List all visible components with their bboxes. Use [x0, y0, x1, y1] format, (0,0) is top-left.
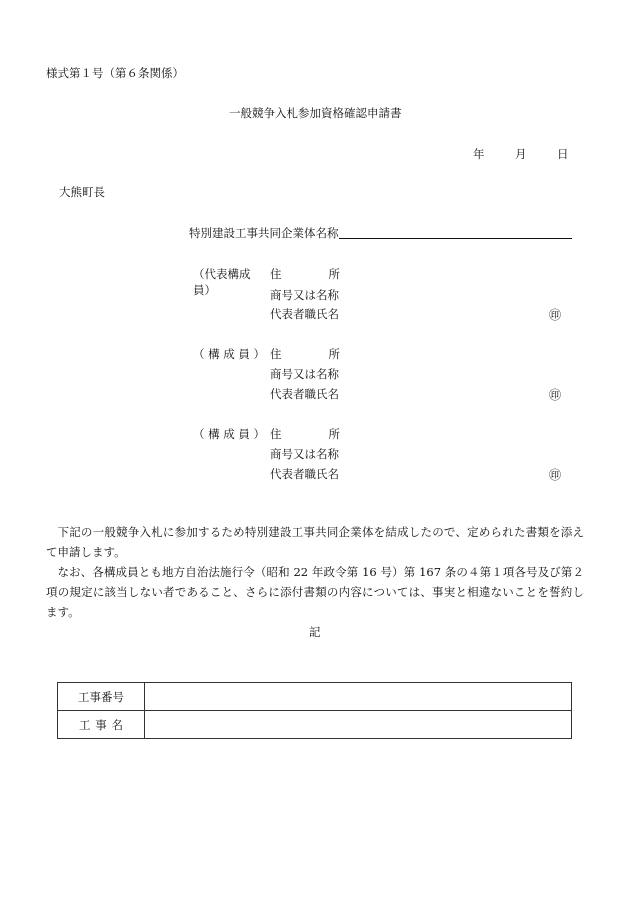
- ki-heading: 記: [309, 625, 321, 639]
- member-role: （ 構 成 員 ）: [193, 427, 265, 441]
- declaration-text: [46, 522, 584, 622]
- representative-label: 代表者職氏名: [270, 307, 339, 321]
- address-label: 住 所: [270, 427, 340, 441]
- company-name-label: 商号又は名称: [270, 447, 339, 461]
- date-month: 月: [515, 147, 527, 161]
- seal-mark: ㊞: [549, 468, 562, 482]
- project-number-field[interactable]: [145, 683, 572, 711]
- company-name-label: 商号又は名称: [270, 367, 339, 381]
- project-name-label: 工 事 名: [58, 711, 145, 739]
- address-label: 住 所: [270, 267, 340, 281]
- document-title: 一般競争入札参加資格確認申請書: [229, 106, 402, 120]
- table-row: [58, 711, 572, 739]
- table-row: [58, 683, 572, 711]
- representative-label: 代表者職氏名: [270, 467, 339, 481]
- form-number: 様式第１号（第６条関係）: [46, 66, 184, 80]
- address-label: 住 所: [270, 347, 340, 361]
- declaration-paragraph-2: なお、各構成員とも地方自治法施行令（昭和 22 年政令第 16 号）第 167 条の４第１項各号及び第２項の規定に該当しない者であること、さらに添付書類の内容については、事実と相違ないことを誓約します。: [46, 565, 584, 619]
- project-table: [57, 682, 572, 739]
- project-number-label: 工事番号: [58, 683, 145, 711]
- representative-label: 代表者職氏名: [270, 387, 339, 401]
- jv-name-underline[interactable]: [339, 238, 572, 239]
- declaration-paragraph-1: 下記の一般競争入札に参加するため特別建設工事共同企業体を結成したので、定められた書類を添えて申請します。: [46, 525, 584, 559]
- company-name-label: 商号又は名称: [270, 288, 339, 302]
- member-role: （ 構 成 員 ）: [193, 347, 265, 361]
- date-day: 日: [557, 147, 569, 161]
- project-name-field[interactable]: [145, 711, 572, 739]
- jv-name-label: 特別建設工事共同企業体名称: [189, 226, 339, 240]
- member-role: （代表構成員）: [193, 267, 251, 297]
- addressee: 大熊町長: [59, 185, 105, 199]
- seal-mark: ㊞: [549, 308, 562, 322]
- date-year: 年: [473, 147, 485, 161]
- seal-mark: ㊞: [549, 388, 562, 402]
